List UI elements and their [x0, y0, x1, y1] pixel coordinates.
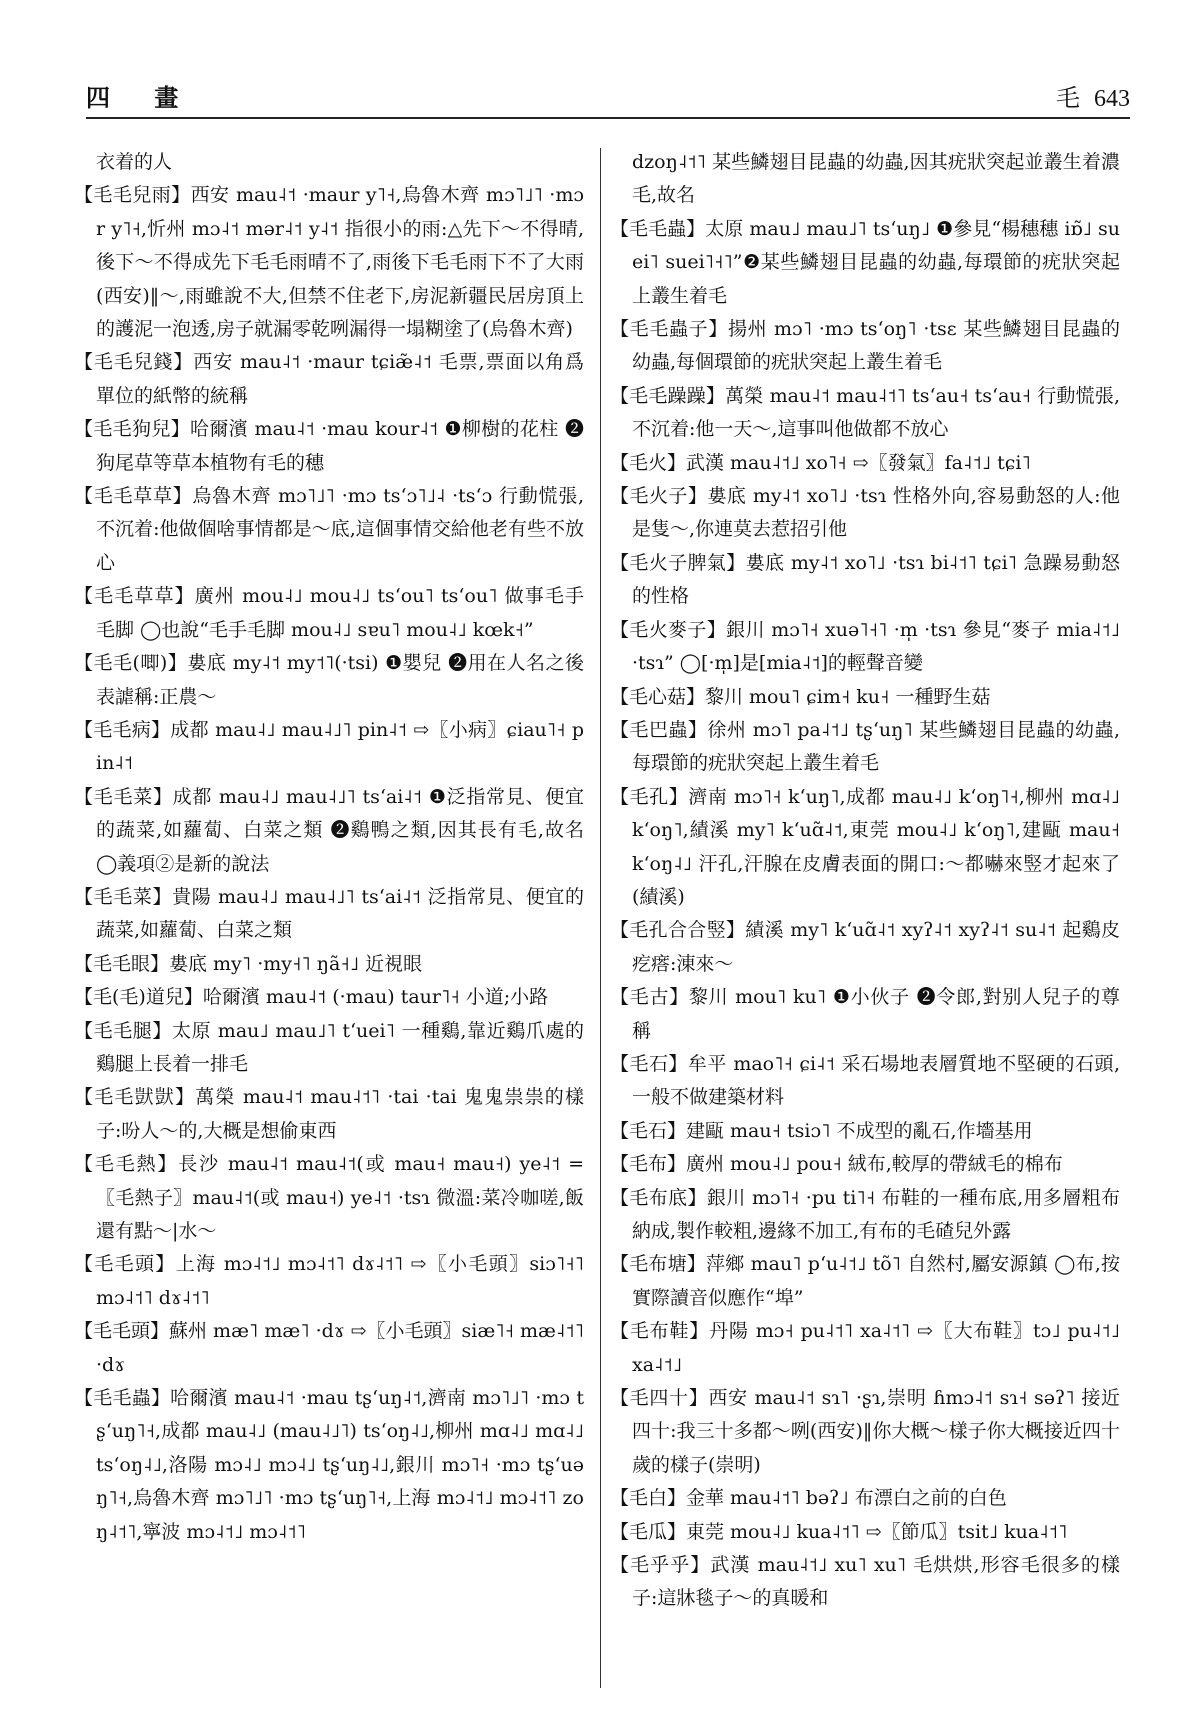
dictionary-entry: 【毛孔合合竪】績溪 my˥ kʻuɑ̃˨˦ xyʔ˨˦ xyʔ˨˦ su˨˦ 起鷄皮疙瘩:涷來～ [610, 919, 1120, 975]
dictionary-entry: 【毛毛蟲】哈爾濱 mau˨˦ ·mau tʂʻuŋ˨˦,濟南 mɔ˥˩˥ ·mɔ tʂʻuŋ˥˧,成都 mau˨˩ (mau˨˩˥) tsʻoŋ˨˩,柳州 mɑ˨˩ mɑ˨˩ tsʻoŋ˨˩,洛陽 mɔ˨˩ mɔ˨˩ tʂʻuŋ˨˩,銀川 mɔ˥˧ ·mɔ tʂʻuəŋ˥˧,烏魯木齊 mɔ˥˩˥ ·mɔ tʂʻuŋ˥˧,上海 mɔ˨˦˩ mɔ˨˦˥ zoŋ˨˦˥,寧波 mɔ˨˦˩ mɔ˨˦˥ [74, 1387, 584, 1543]
dictionary-entry: 【毛布鞋】丹陽 mɔ˧ pu˨˦˥ xa˨˦˥ ⇨〖大布鞋〗tɔ˩ pu˨˦˩ xa˨˦˩ [610, 1320, 1120, 1376]
dictionary-entry: 【毛毛狗兒】哈爾濱 mau˨˦ ·mau kour˨˦ ❶柳樹的花柱 ❷狗尾草等草本植物有毛的穗 [74, 418, 584, 474]
dictionary-entry: 【毛毛兒雨】西安 mau˨˦ ·maur y˥˧,烏魯木齊 mɔ˥˩˥ ·mɔr y˥˧,忻州 mɔ˨˦ mər˨˦ y˨˦ 指很小的雨:△先下～不得晴,後下～不得成先下毛毛雨晴不了,雨後下毛毛雨下不了大雨(西安)‖～,雨雖說不大,但禁不住老下,房泥新疆民居房頂上的護泥一泡透,房子就漏零乾咧漏得一塌糊塗了(烏魯木齊) [74, 184, 584, 341]
left-column [74, 146, 584, 1549]
dictionary-entry: 【毛毛頭】上海 mɔ˨˦˩ mɔ˨˦˥ dɤ˨˦˥ ⇨〖小毛頭〗siɔ˥˧˥ mɔ˨˦˥ dɤ˨˦˥ [74, 1253, 584, 1309]
dictionary-entry: 【毛毛病】成都 mau˨˩ mau˨˩˥ pin˨˦ ⇨〖小病〗ɕiau˥˧ pin˨˦ [74, 718, 584, 775]
dictionary-entry: dzoŋ˨˦˥ 某些鱗翅目昆蟲的幼蟲,因其疣狀突起並叢生着濃毛,故名 [632, 151, 1120, 207]
dictionary-entry: 【毛毛腿】太原 mau˩ mau˩˥ tʻuei˥ 一種鷄,靠近鷄爪處的鷄腿上長着一排毛 [74, 1019, 584, 1075]
page-header [86, 78, 1130, 116]
page-number: 643 [1094, 86, 1130, 112]
dictionary-entry: 【毛火子】婁底 my˨˦ xo˥˩ ·tsɿ 性格外向,容易動怒的人:他是隻～,你連莫去惹招引他 [610, 485, 1120, 541]
dictionary-entry: 【毛毛眼】婁底 my˥ ·my˧˥ ŋã˧˩ 近視眼 [74, 952, 423, 975]
dictionary-entry: 【毛心菇】黎川 mou˥ ɕim˧ ku˧ 一種野生菇 [610, 685, 991, 708]
right-column [610, 146, 1120, 1616]
dictionary-entry: 【毛古】黎川 mou˥ ku˥ ❶小伙子 ❷令郎,對别人兒子的尊稱 [610, 986, 1120, 1042]
dictionary-entry: 【毛毛蟲子】揚州 mɔ˥ ·mɔ tsʻoŋ˥ ·tsɛ 某些鱗翅目昆蟲的幼蟲,每個環節的疣狀突起上叢生着毛 [610, 318, 1120, 374]
dictionary-entry: 【毛火】武漢 mau˨˦˩ xo˥˧ ⇨〖發氣〗fa˨˦˩ tɕi˥ [610, 451, 1031, 474]
dictionary-entry: 【毛毛蟲】太原 mau˩ mau˩˥ tsʻuŋ˩ ❶參見“楊穗穗 iɒ̃˩ suei˥ suei˥˧˥”❷某些鱗翅目昆蟲的幼蟲,每環節的疣狀突起上叢生着毛 [610, 217, 1120, 307]
column-divider [600, 148, 601, 1688]
dictionary-entry: 衣着的人 [96, 151, 173, 173]
dictionary-entry: 【毛布】廣州 mou˨˩ pou˧ 絨布,較厚的帶絨毛的棉布 [610, 1153, 1063, 1176]
dictionary-entry: 【毛毛菜】成都 mau˨˩ mau˨˩˥ tsʻai˨˦ ❶泛指常見、便宜的蔬菜,如蘿蔔、白菜之類 ❷鷄鴨之類,因其長有毛,故名 ◯義項②是新的說法 [74, 785, 584, 875]
header-right [1056, 78, 1130, 113]
header-rule [86, 117, 1130, 119]
dictionary-entry: 【毛毛草草】烏魯木齊 mɔ˥˩˥ ·mɔ tsʻɔ˥˩˨ ·tsʻɔ 行動慌張,不沉着:他做個啥事情都是～底,這個事情交給他老有些不放心 [74, 485, 584, 574]
dictionary-entry: 【毛毛躁躁】萬榮 mau˨˦ mau˨˦˥ tsʻau˧ tsʻau˧ 行動慌張,不沉着:他一天～,這事叫他做都不放心 [610, 384, 1120, 441]
dictionary-entry: 【毛孔】濟南 mɔ˥˧ kʻuŋ˥,成都 mau˨˩ kʻoŋ˥˧,柳州 mɑ˨˩ kʻoŋ˥,績溪 my˥ kʻuɑ̃˨˦,東莞 mou˨˩ kʻoŋ˥,建甌 mau˧ kʻoŋ˨˩ 汗孔,汗腺在皮膚表面的開口:～都嚇來竪才起來了(績溪) [610, 785, 1120, 908]
dictionary-entry: 【毛火麥子】銀川 mɔ˥˧ xuə˥˧˥ ·m̩ ·tsɿ 參見“麥子 mia˨˦˩ ·tsɿ” ◯[·m̩]是[mia˨˦]的輕聲音變 [610, 618, 1120, 675]
dictionary-entry: 【毛石】建甌 mau˧ tsiɔ˥ 不成型的亂石,作墻基用 [610, 1119, 1033, 1142]
dictionary-entry: 【毛毛獃獃】萬榮 mau˨˦ mau˨˦˥ ·tai ·tai 鬼鬼祟祟的樣子:吩人～的,大概是想偷東西 [74, 1086, 584, 1142]
dictionary-entry: 【毛布底】銀川 mɔ˥˧ ·pu ti˥˧ 布鞋的一種布底,用多層粗布納成,製作較粗,邊緣不加工,有布的毛碴兒外露 [610, 1186, 1120, 1242]
dictionary-entry: 【毛石】牟平 mao˥˧ ɕi˨˦ 采石場地表層質地不堅硬的石頭,一般不做建築材料 [610, 1052, 1120, 1109]
dictionary-entry: 【毛(毛)道兒】哈爾濱 mau˨˦ (·mau) taur˥˧ 小道;小路 [74, 986, 549, 1009]
dictionary-entry: 【毛毛(唧)】婁底 my˨˦ my˦˥(·tsi) ❶嬰兒 ❷用在人名之後表謔稱:正農～ [74, 652, 584, 708]
dictionary-entry: 【毛四十】西安 mau˨˦ sɿ˥ ·ʂɿ,崇明 ɦmɔ˨˦ sɿ˧ səʔ˥ 接近四十:我三十多都～咧(西安)‖你大概～樣子你大概接近四十歲的樣子(崇明) [610, 1387, 1120, 1476]
dictionary-entry: 【毛毛熱】長沙 mau˨˦ mau˨˦(或 mau˧ mau˧) ye˨˦ =〖毛熱子〗mau˨˦(或 mau˧) ye˨˦ ·tsɿ 微溫:菜冷咖嗟,飯還有點～|水～ [74, 1153, 584, 1242]
dictionary-entry: 【毛毛菜】貴陽 mau˨˩ mau˨˩˥ tsʻai˨˦ 泛指常見、便宜的蔬菜,如蘿蔔、白菜之類 [74, 885, 584, 942]
dictionary-entry: 【毛毛草草】廣州 mou˨˩ mou˨˩ tsʻou˥ tsʻou˥ 做事毛手毛脚 ◯也說“毛手毛脚 mou˨˩ sɐu˥ mou˨˩ kœk˧” [74, 585, 584, 641]
dictionary-entry: 【毛毛兒錢】西安 mau˨˦ ·maur tɕiæ̃˨˦ 毛票,票面以角爲單位的紙幣的統稱 [74, 351, 584, 407]
dictionary-entry: 【毛布塘】萍鄉 mau˥ pʻu˨˦˩ tõ˥ 自然村,屬安源鎮 ◯布,按實際讀音似應作“埠” [610, 1253, 1120, 1309]
dictionary-entry: 【毛乎乎】武漢 mau˨˦˩ xu˥ xu˥ 毛烘烘,形容毛很多的樣子:這牀毯子～的真暖和 [610, 1554, 1120, 1610]
dictionary-entry: 【毛巴蟲】徐州 mɔ˥ pa˨˦˩ tʂʻuŋ˥ 某些鱗翅目昆蟲的幼蟲,每環節的疣狀突起上叢生着毛 [610, 718, 1120, 775]
dictionary-entry: 【毛白】金華 mau˨˦˥ bəʔ˩ 布漂白之前的白色 [610, 1487, 1007, 1510]
header-character: 毛 [1056, 84, 1080, 112]
dictionary-entry: 【毛瓜】東莞 mou˨˩ kua˨˦˥ ⇨〖節瓜〗tsit˩ kua˨˦˥ [610, 1520, 1068, 1543]
dictionary-entry: 【毛火子脾氣】婁底 my˨˦ xo˥˩ ·tsɿ bi˨˦˥ tɕi˥ 急躁易動怒的性格 [610, 551, 1120, 608]
section-label: 四 畫 [86, 83, 197, 112]
dictionary-entry: 【毛毛頭】蘇州 mæ˥ mæ˥ ·dɤ ⇨〖小毛頭〗siæ˥˧ mæ˨˦˥ ·dɤ [74, 1320, 584, 1376]
